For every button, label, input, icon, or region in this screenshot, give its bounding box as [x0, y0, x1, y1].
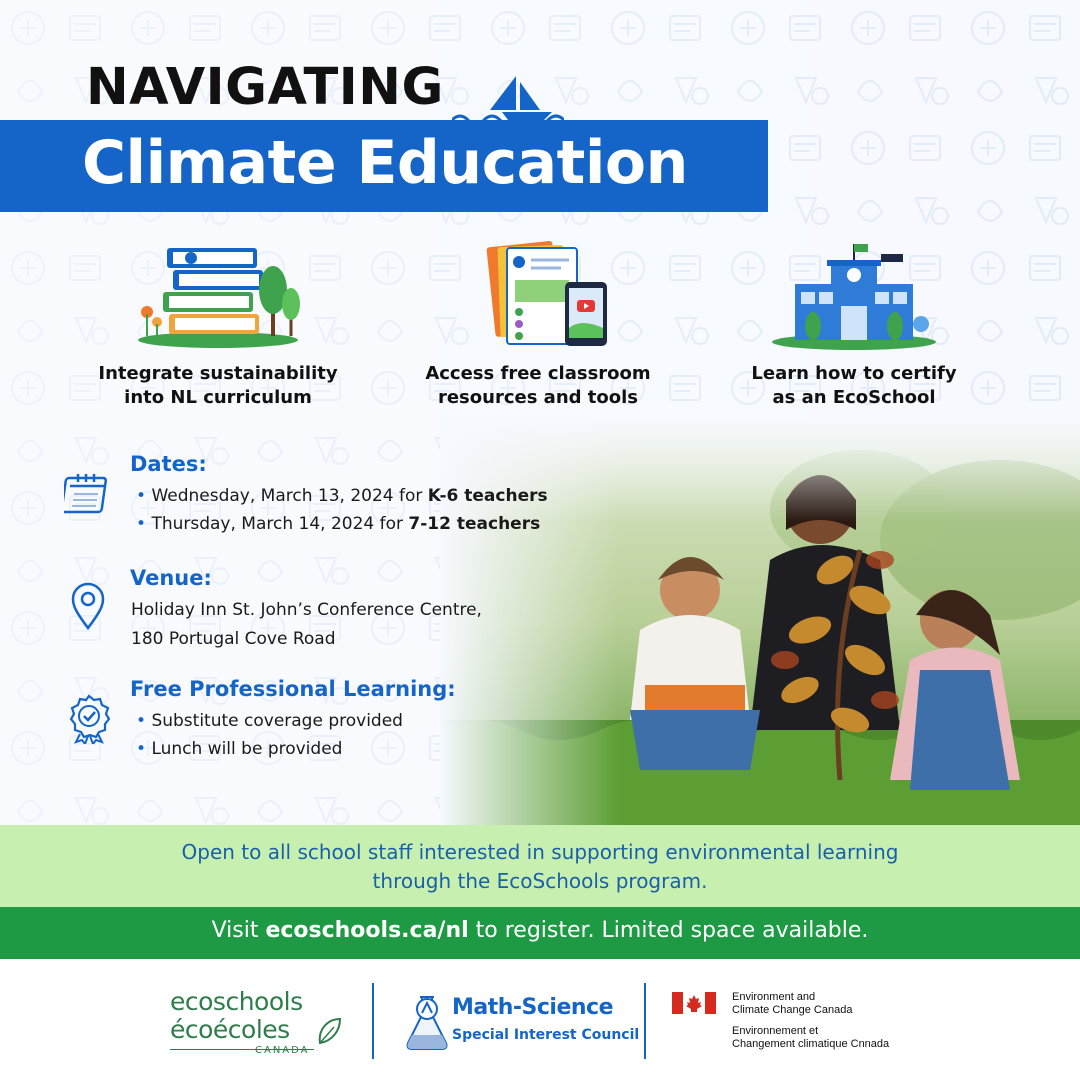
register-link[interactable]: ecoschools.ca/nl	[265, 918, 469, 943]
feature-label-line2: into NL curriculum	[124, 387, 312, 408]
learning-item: • Lunch will be provided	[136, 735, 403, 763]
venue-address	[131, 596, 482, 654]
register-band	[0, 907, 1080, 959]
dates-list	[136, 482, 548, 538]
date-text: Wednesday, March 13, 2024 for	[151, 486, 428, 506]
register-suffix: to register. Limited space available.	[468, 918, 869, 943]
sailboat-icon	[452, 74, 564, 124]
venue-title: Venue:	[130, 566, 212, 590]
date-item	[136, 510, 548, 538]
feature-curriculum	[68, 240, 368, 410]
footer-divider	[644, 983, 646, 1059]
sponsor-footer	[0, 959, 1080, 1080]
audience-line2: through the EcoSchools program.	[372, 869, 708, 893]
headline-kicker: NAVIGATING	[86, 58, 444, 117]
audience-line1: Open to all school staff interested in supporting environmental learning	[181, 840, 899, 864]
date-audience: 7-12 teachers	[408, 514, 541, 534]
feature-label-line1: Access free classroom	[425, 363, 651, 384]
gov-name-en	[732, 991, 852, 1017]
ecoschools-logo-en: ecoschools	[170, 987, 303, 1016]
gov-fr-line2: Changement climatique Cnnada	[732, 1038, 890, 1050]
page-title: Climate Education	[82, 128, 688, 198]
math-science-subtitle: Special Interest Council	[452, 1027, 640, 1043]
learning-title: Free Professional Learning:	[130, 677, 456, 701]
school-icon	[769, 240, 939, 350]
gov-name-fr	[732, 1025, 889, 1051]
date-audience: K-6 teachers	[427, 486, 548, 506]
dates-title: Dates:	[130, 452, 207, 476]
gov-fr-line1: Environnement et	[732, 1025, 819, 1037]
venue-line1: Holiday Inn St. John’s Conference Centre,	[131, 600, 482, 620]
feature-label-line1: Integrate sustainability	[98, 363, 338, 384]
register-prefix: Visit	[211, 918, 266, 943]
badge-icon	[68, 694, 110, 744]
feature-label-line1: Learn how to certify	[751, 363, 957, 384]
ecoschools-logo-fr: écoécoles	[170, 1015, 290, 1044]
canada-flag-icon	[672, 992, 716, 1014]
ecoschools-logo-country: CANADA	[255, 1045, 310, 1056]
math-science-title: Math-Science	[452, 995, 614, 1020]
audience-band	[0, 825, 1080, 907]
feature-certify	[704, 240, 1004, 410]
footer-divider	[372, 983, 374, 1059]
gov-en-line1: Environment and	[732, 991, 816, 1003]
date-text: Thursday, March 14, 2024 for	[151, 514, 409, 534]
calendar-icon	[64, 472, 110, 516]
date-item	[136, 482, 548, 510]
feature-label-line2: as an EcoSchool	[772, 387, 936, 408]
resources-icon	[453, 240, 623, 350]
learning-item: • Substitute coverage provided	[136, 707, 403, 735]
flask-icon	[404, 995, 450, 1051]
feature-label-line2: resources and tools	[437, 387, 639, 408]
venue-line2: 180 Portugal Cove Road	[131, 629, 336, 649]
location-pin-icon	[70, 582, 106, 630]
leaf-icon	[316, 1017, 342, 1045]
children-planting-tree-photo	[440, 420, 1080, 825]
learning-list	[136, 707, 403, 763]
books-icon	[133, 240, 303, 350]
gov-en-line2: Climate Change Canada	[732, 1004, 853, 1016]
feature-resources	[388, 240, 688, 410]
